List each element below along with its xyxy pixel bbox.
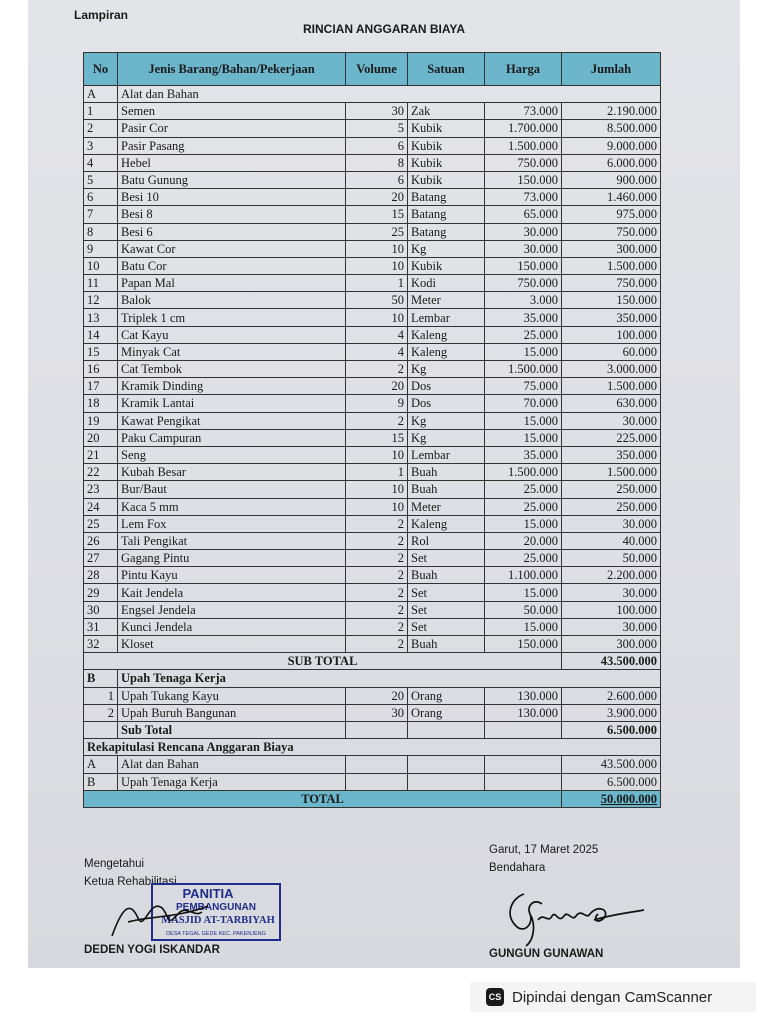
item-amount: 2.600.000 [562, 687, 661, 704]
col-header-price: Harga [485, 53, 562, 86]
camscanner-icon: CS [486, 988, 504, 1006]
recap-amount: 43.500.000 [562, 756, 661, 773]
recap-code: B [84, 773, 118, 790]
item-price: 150.000 [485, 171, 562, 188]
item-name: Kawat Cor [118, 240, 346, 257]
table-row [84, 567, 661, 584]
chairman-title: Ketua Rehabilitasi [84, 876, 177, 888]
table-row [84, 326, 661, 343]
item-amount: 300.000 [562, 240, 661, 257]
item-unit: Kubik [408, 137, 485, 154]
item-volume: 2 [346, 618, 408, 635]
col-header-item: Jenis Barang/Bahan/Pekerjaan [118, 53, 346, 86]
table-row [84, 618, 661, 635]
item-volume: 20 [346, 378, 408, 395]
section-row-b [84, 670, 661, 687]
section-row-a [84, 86, 661, 103]
row-number: 2 [84, 120, 118, 137]
item-unit: Batang [408, 206, 485, 223]
item-price: 3.000 [485, 292, 562, 309]
item-name: Cat Tembok [118, 361, 346, 378]
item-volume: 6 [346, 137, 408, 154]
item-price: 1.500.000 [485, 464, 562, 481]
item-volume: 30 [346, 704, 408, 721]
item-price: 65.000 [485, 206, 562, 223]
item-name: Bur/Baut [118, 481, 346, 498]
item-amount: 2.190.000 [562, 103, 661, 120]
table-row [84, 223, 661, 240]
item-volume: 8 [346, 154, 408, 171]
empty-cell [408, 756, 485, 773]
subtotal-row-a [84, 653, 661, 670]
recap-row [84, 756, 661, 773]
item-unit: Buah [408, 464, 485, 481]
item-name: Gagang Pintu [118, 550, 346, 567]
item-volume: 15 [346, 429, 408, 446]
empty-cell [346, 756, 408, 773]
subtotal-spacer [84, 721, 118, 738]
item-amount: 1.500.000 [562, 257, 661, 274]
item-unit: Dos [408, 395, 485, 412]
item-volume: 5 [346, 120, 408, 137]
table-row [84, 464, 661, 481]
empty-cell [485, 773, 562, 790]
table-row [84, 292, 661, 309]
item-price: 30.000 [485, 223, 562, 240]
item-unit: Kodi [408, 275, 485, 292]
item-amount: 30.000 [562, 515, 661, 532]
row-number: 15 [84, 343, 118, 360]
total-label: TOTAL [84, 790, 562, 807]
item-amount: 975.000 [562, 206, 661, 223]
subtotal-value: 43.500.000 [562, 653, 661, 670]
item-name: Upah Buruh Bangunan [118, 704, 346, 721]
item-price: 15.000 [485, 429, 562, 446]
recap-code: A [84, 756, 118, 773]
row-number: 22 [84, 464, 118, 481]
recap-row [84, 773, 661, 790]
lampiran-label: Lampiran [74, 8, 129, 22]
item-price: 15.000 [485, 412, 562, 429]
item-volume: 2 [346, 515, 408, 532]
total-row [84, 790, 661, 807]
item-amount: 150.000 [562, 292, 661, 309]
table-row [84, 103, 661, 120]
item-name: Batu Gunung [118, 171, 346, 188]
item-amount: 60.000 [562, 343, 661, 360]
item-name: Kait Jendela [118, 584, 346, 601]
item-price: 73.000 [485, 189, 562, 206]
item-name: Lem Fox [118, 515, 346, 532]
item-price: 25.000 [485, 550, 562, 567]
row-number: 23 [84, 481, 118, 498]
item-volume: 10 [346, 498, 408, 515]
item-name: Semen [118, 103, 346, 120]
row-number: 28 [84, 567, 118, 584]
budget-table [83, 52, 661, 808]
table-row [84, 636, 661, 653]
acknowledged-label: Mengetahui [84, 858, 145, 870]
table-row [84, 275, 661, 292]
recap-label: Rekapitulasi Rencana Anggaran Biaya [84, 739, 661, 756]
item-name: Upah Tukang Kayu [118, 687, 346, 704]
item-name: Kubah Besar [118, 464, 346, 481]
row-number: 9 [84, 240, 118, 257]
item-unit: Batang [408, 223, 485, 240]
col-header-volume: Volume [346, 53, 408, 86]
table-row [84, 601, 661, 618]
table-row [84, 206, 661, 223]
table-row [84, 498, 661, 515]
item-volume: 6 [346, 171, 408, 188]
item-unit: Set [408, 601, 485, 618]
item-amount: 100.000 [562, 601, 661, 618]
item-amount: 1.500.000 [562, 378, 661, 395]
item-unit: Meter [408, 498, 485, 515]
item-unit: Lembar [408, 309, 485, 326]
item-price: 150.000 [485, 636, 562, 653]
table-row [84, 120, 661, 137]
row-number: 4 [84, 154, 118, 171]
table-row [84, 446, 661, 463]
row-number: 11 [84, 275, 118, 292]
recap-item: Upah Tenaga Kerja [118, 773, 346, 790]
table-row [84, 532, 661, 549]
item-price: 1.500.000 [485, 137, 562, 154]
subtotal-label: SUB TOTAL [84, 653, 562, 670]
item-amount: 6.000.000 [562, 154, 661, 171]
item-unit: Kg [408, 412, 485, 429]
item-price: 73.000 [485, 103, 562, 120]
row-number: 25 [84, 515, 118, 532]
item-volume: 10 [346, 481, 408, 498]
item-unit: Batang [408, 189, 485, 206]
chairman-name: DEDEN YOGI ISKANDAR [84, 944, 220, 956]
table-row [84, 257, 661, 274]
item-amount: 630.000 [562, 395, 661, 412]
table-row [84, 429, 661, 446]
section-label: Alat dan Bahan [118, 86, 661, 103]
item-name: Engsel Jendela [118, 601, 346, 618]
empty-cell [485, 756, 562, 773]
col-header-no: No [84, 53, 118, 86]
row-number: 13 [84, 309, 118, 326]
item-unit: Set [408, 550, 485, 567]
table-row [84, 189, 661, 206]
item-amount: 225.000 [562, 429, 661, 446]
row-number: 19 [84, 412, 118, 429]
subtotal-label: Sub Total [118, 721, 346, 738]
item-unit: Orang [408, 687, 485, 704]
item-name: Besi 10 [118, 189, 346, 206]
recap-header-row [84, 739, 661, 756]
row-number: 10 [84, 257, 118, 274]
item-name: Batu Cor [118, 257, 346, 274]
row-number: 6 [84, 189, 118, 206]
item-volume: 2 [346, 412, 408, 429]
empty-cell [408, 773, 485, 790]
item-price: 20.000 [485, 532, 562, 549]
row-number: 27 [84, 550, 118, 567]
item-name: Triplek 1 cm [118, 309, 346, 326]
item-amount: 30.000 [562, 584, 661, 601]
table-row [84, 240, 661, 257]
table-row [84, 550, 661, 567]
item-amount: 350.000 [562, 446, 661, 463]
item-volume: 2 [346, 636, 408, 653]
item-unit: Kaleng [408, 515, 485, 532]
row-number: 16 [84, 361, 118, 378]
item-amount: 9.000.000 [562, 137, 661, 154]
treasurer-title: Bendahara [489, 862, 546, 874]
item-price: 15.000 [485, 618, 562, 635]
item-name: Kaca 5 mm [118, 498, 346, 515]
item-unit: Kubik [408, 171, 485, 188]
item-price: 1.100.000 [485, 567, 562, 584]
item-price: 25.000 [485, 498, 562, 515]
committee-stamp [108, 878, 284, 942]
item-amount: 3.900.000 [562, 704, 661, 721]
item-volume: 4 [346, 343, 408, 360]
item-volume: 15 [346, 206, 408, 223]
item-price: 750.000 [485, 275, 562, 292]
item-name: Pintu Kayu [118, 567, 346, 584]
item-amount: 900.000 [562, 171, 661, 188]
item-volume: 30 [346, 103, 408, 120]
item-name: Paku Campuran [118, 429, 346, 446]
table-row [84, 171, 661, 188]
item-volume: 10 [346, 446, 408, 463]
row-number: 3 [84, 137, 118, 154]
item-name: Papan Mal [118, 275, 346, 292]
item-amount: 350.000 [562, 309, 661, 326]
item-name: Cat Kayu [118, 326, 346, 343]
item-price: 750.000 [485, 154, 562, 171]
table-header-row [84, 53, 661, 86]
treasurer-signature [494, 884, 654, 950]
item-unit: Dos [408, 378, 485, 395]
item-unit: Kg [408, 240, 485, 257]
subtotal-value: 6.500.000 [562, 721, 661, 738]
item-price: 50.000 [485, 601, 562, 618]
item-unit: Kg [408, 361, 485, 378]
item-name: Besi 6 [118, 223, 346, 240]
row-number: 26 [84, 532, 118, 549]
svg-text:PANITIA: PANITIA [182, 886, 234, 901]
row-number: 12 [84, 292, 118, 309]
row-number: 29 [84, 584, 118, 601]
table-row [84, 309, 661, 326]
item-amount: 1.460.000 [562, 189, 661, 206]
section-code: A [84, 86, 118, 103]
item-unit: Set [408, 618, 485, 635]
table-row [84, 481, 661, 498]
item-volume: 2 [346, 567, 408, 584]
item-price: 1.500.000 [485, 361, 562, 378]
row-number: 20 [84, 429, 118, 446]
table-row [84, 584, 661, 601]
row-number: 8 [84, 223, 118, 240]
section-label: Upah Tenaga Kerja [118, 670, 661, 687]
item-amount: 3.000.000 [562, 361, 661, 378]
item-unit: Zak [408, 103, 485, 120]
item-volume: 4 [346, 326, 408, 343]
row-number: 24 [84, 498, 118, 515]
row-number: 1 [84, 687, 118, 704]
row-number: 7 [84, 206, 118, 223]
section-code: B [84, 670, 118, 687]
item-volume: 2 [346, 532, 408, 549]
item-amount: 100.000 [562, 326, 661, 343]
item-volume: 10 [346, 240, 408, 257]
item-amount: 30.000 [562, 618, 661, 635]
item-unit: Kubik [408, 257, 485, 274]
treasurer-name: GUNGUN GUNAWAN [489, 948, 604, 960]
item-unit: Buah [408, 636, 485, 653]
item-volume: 2 [346, 361, 408, 378]
item-price: 130.000 [485, 704, 562, 721]
item-price: 75.000 [485, 378, 562, 395]
table-row [84, 361, 661, 378]
item-name: Pasir Pasang [118, 137, 346, 154]
item-unit: Kaleng [408, 343, 485, 360]
item-volume: 50 [346, 292, 408, 309]
item-price: 35.000 [485, 446, 562, 463]
item-volume: 25 [346, 223, 408, 240]
table-row [84, 515, 661, 532]
item-amount: 250.000 [562, 498, 661, 515]
table-row [84, 343, 661, 360]
item-volume: 10 [346, 257, 408, 274]
table-row [84, 378, 661, 395]
item-price: 150.000 [485, 257, 562, 274]
recap-item: Alat dan Bahan [118, 756, 346, 773]
item-name: Balok [118, 292, 346, 309]
item-volume: 20 [346, 189, 408, 206]
item-volume: 2 [346, 584, 408, 601]
item-unit: Rol [408, 532, 485, 549]
document-page [28, 0, 740, 968]
item-price: 15.000 [485, 515, 562, 532]
item-name: Kramik Lantai [118, 395, 346, 412]
item-amount: 40.000 [562, 532, 661, 549]
item-unit: Buah [408, 567, 485, 584]
row-number: 1 [84, 103, 118, 120]
row-number: 31 [84, 618, 118, 635]
item-name: Kramik Dinding [118, 378, 346, 395]
item-amount: 250.000 [562, 481, 661, 498]
item-unit: Buah [408, 481, 485, 498]
document-title: RINCIAN ANGGARAN BIAYA [302, 22, 466, 36]
item-price: 35.000 [485, 309, 562, 326]
item-price: 30.000 [485, 240, 562, 257]
empty-cell [408, 721, 485, 738]
item-volume: 20 [346, 687, 408, 704]
empty-cell [346, 773, 408, 790]
item-name: Minyak Cat [118, 343, 346, 360]
table-row [84, 687, 661, 704]
item-price: 1.700.000 [485, 120, 562, 137]
total-value: 50.000.000 [562, 790, 661, 807]
row-number: 2 [84, 704, 118, 721]
item-volume: 2 [346, 550, 408, 567]
row-number: 30 [84, 601, 118, 618]
subtotal-row-b [84, 721, 661, 738]
col-header-unit: Satuan [408, 53, 485, 86]
signing-date: Garut, 17 Maret 2025 [489, 844, 599, 856]
item-amount: 750.000 [562, 275, 661, 292]
camscanner-text: Dipindai dengan CamScanner [512, 988, 713, 1006]
svg-text:PEMBANGUNAN: PEMBANGUNAN [176, 902, 256, 913]
item-name: Kunci Jendela [118, 618, 346, 635]
table-row [84, 704, 661, 721]
item-price: 130.000 [485, 687, 562, 704]
item-unit: Kubik [408, 120, 485, 137]
table-row [84, 137, 661, 154]
item-unit: Lembar [408, 446, 485, 463]
item-amount: 8.500.000 [562, 120, 661, 137]
item-amount: 50.000 [562, 550, 661, 567]
svg-text:MASJID AT-TARBIYAH: MASJID AT-TARBIYAH [161, 915, 275, 926]
col-header-amount: Jumlah [562, 53, 661, 86]
item-name: Pasir Cor [118, 120, 346, 137]
item-price: 25.000 [485, 326, 562, 343]
row-number: 14 [84, 326, 118, 343]
item-unit: Meter [408, 292, 485, 309]
camscanner-badge [470, 982, 756, 1012]
table-row [84, 154, 661, 171]
item-name: Seng [118, 446, 346, 463]
row-number: 18 [84, 395, 118, 412]
item-price: 70.000 [485, 395, 562, 412]
item-amount: 300.000 [562, 636, 661, 653]
item-unit: Orang [408, 704, 485, 721]
item-amount: 750.000 [562, 223, 661, 240]
row-number: 32 [84, 636, 118, 653]
item-volume: 1 [346, 275, 408, 292]
item-unit: Kaleng [408, 326, 485, 343]
row-number: 5 [84, 171, 118, 188]
item-price: 15.000 [485, 584, 562, 601]
item-volume: 9 [346, 395, 408, 412]
item-unit: Set [408, 584, 485, 601]
item-name: Kawat Pengikat [118, 412, 346, 429]
item-amount: 2.200.000 [562, 567, 661, 584]
item-unit: Kubik [408, 154, 485, 171]
item-price: 25.000 [485, 481, 562, 498]
item-price: 15.000 [485, 343, 562, 360]
item-name: Kloset [118, 636, 346, 653]
item-unit: Kg [408, 429, 485, 446]
item-amount: 30.000 [562, 412, 661, 429]
svg-text:DESA TEGAL GEDE KEC. PAKENJENG: DESA TEGAL GEDE KEC. PAKENJENG [166, 931, 266, 937]
table-row [84, 395, 661, 412]
empty-cell [485, 721, 562, 738]
item-amount: 1.500.000 [562, 464, 661, 481]
row-number: 21 [84, 446, 118, 463]
item-volume: 10 [346, 309, 408, 326]
item-volume: 2 [346, 601, 408, 618]
item-name: Tali Pengikat [118, 532, 346, 549]
row-number: 17 [84, 378, 118, 395]
item-name: Besi 8 [118, 206, 346, 223]
item-name: Hebel [118, 154, 346, 171]
table-row [84, 412, 661, 429]
item-volume: 1 [346, 464, 408, 481]
recap-amount: 6.500.000 [562, 773, 661, 790]
empty-cell [346, 721, 408, 738]
